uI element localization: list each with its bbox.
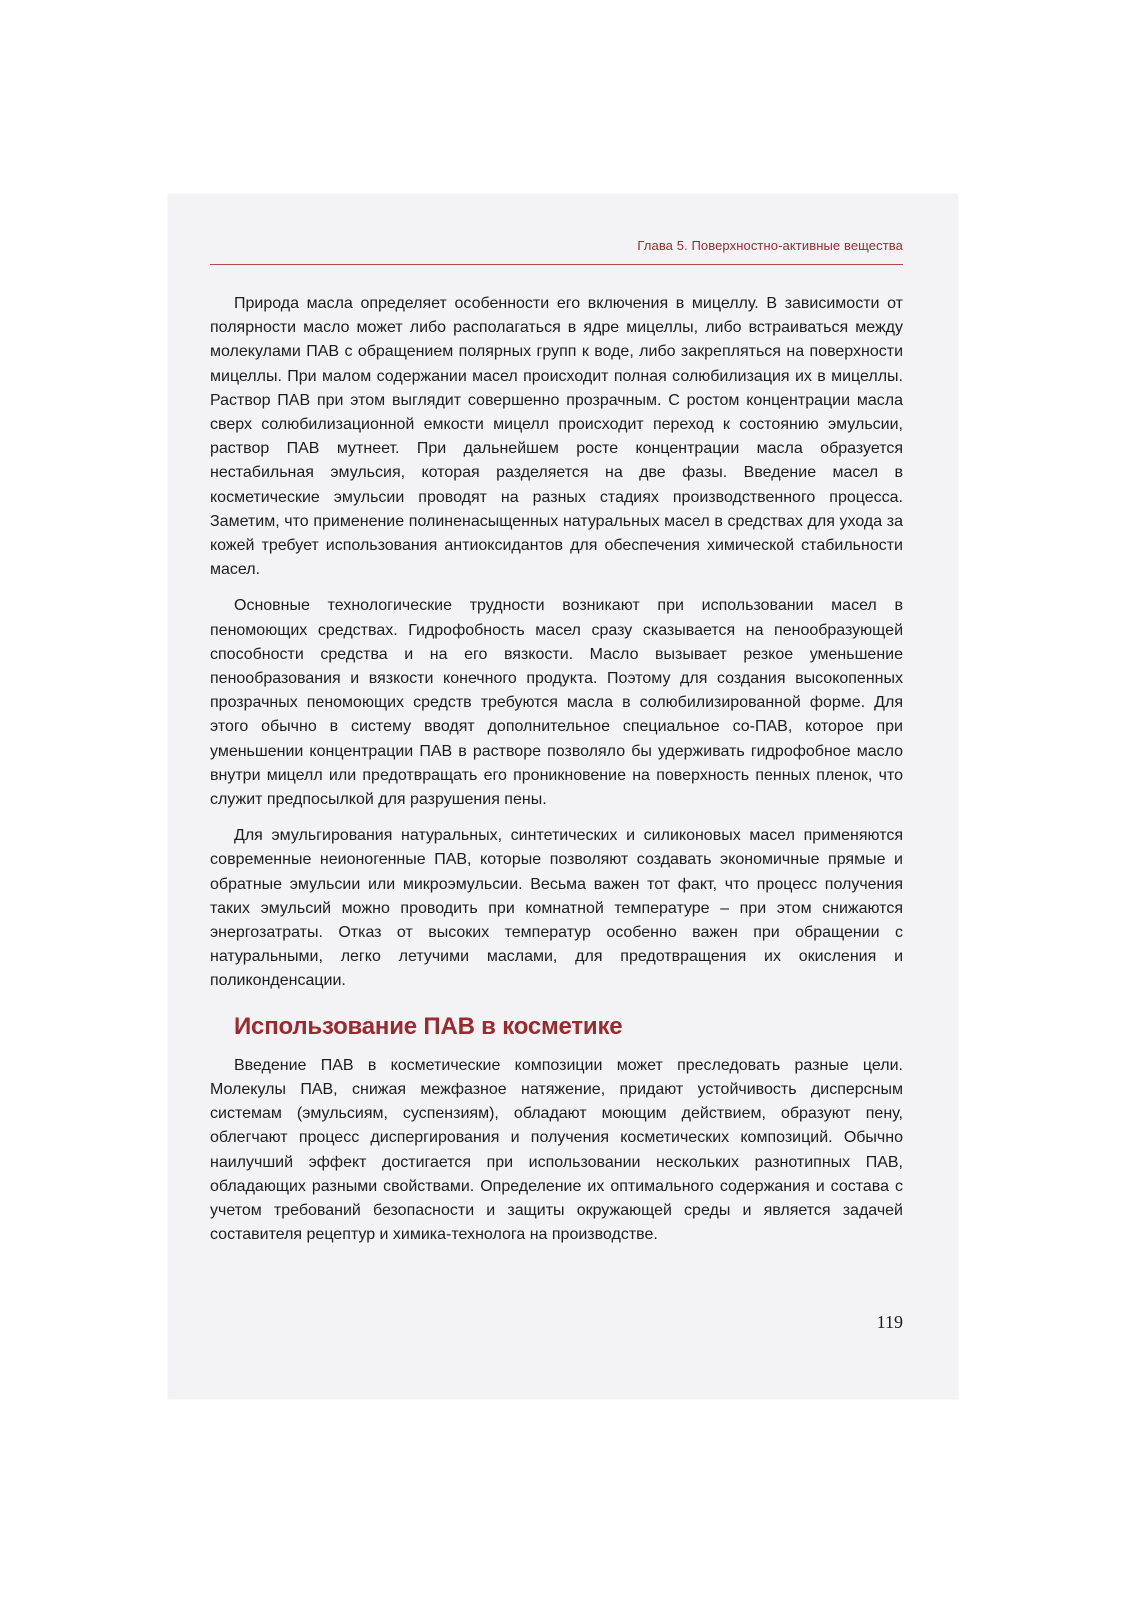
paragraph-foaming-products: Основные технологические трудности возникают при использовании масел в пеномоющих средствах. Гидрофобность масел сразу сказывается на пенообразующей способности средства и на его вязкости. Масло вызывает резкое уменьшение пенообразования и вязкости конечного продукта. Поэтому для создания высокопенных прозрачных пеномоющих средств требуются масла в солюбилизированной форме. Для этого обычно в систему вводят дополнительное специальное со-ПАВ, которое при уменьшении концентрации ПАВ в растворе позволяло бы удерживать гидрофобное масло внутри мицелл или предотвращать его проникновение на поверхность пенных пленок, что служит предпосылкой для разрушения пены. bbox=[210, 597, 903, 809]
book-page bbox=[168, 194, 958, 1399]
paragraph-emulsification: Для эмульгирования натуральных, синтетических и силиконовых масел применяются современные неионогенные ПАВ, которые позволяют создавать экономичные прямые и обратные эмульсии или микроэмульсии. Весьма важен тот факт, что процесс получения таких эмульсий можно проводить при комнатной температуре – при этом снижаются энергозатраты. Отказ от высоких температур особенно важен при обращении с натуральными, легко летучими маслами, для предотвращения их окисления и поликонденсации. bbox=[210, 827, 903, 990]
paragraph-surfactant-use: Введение ПАВ в косметические композиции может преследовать разные цели. Молекулы ПАВ, снижая межфазное натяжение, придают устойчивость дисперсным системам (эмульсиям, суспензиям), обладают моющим действием, образуют пену, облегчают процесс диспергирования и получения косметических композиций. Обычно наилучший эффект достигается при использовании нескольких разнотипных ПАВ, обладающих разными свойствами. Определение их оптимального содержания и состава с учетом требований безопасности и защиты окружающей среды и является задачей составителя рецептур и химика-технолога на производстве. bbox=[210, 1056, 903, 1244]
section-heading: Использование ПАВ в косметике bbox=[234, 1012, 623, 1040]
page-number: 119 bbox=[876, 1312, 903, 1332]
page-body bbox=[210, 292, 903, 1259]
header-rule bbox=[210, 264, 903, 265]
running-header: Глава 5. Поверхностно-активные вещества bbox=[637, 238, 903, 253]
paragraph-oil-solubilization: Природа масла определяет особенности его включения в мицеллу. В зависимости от полярности масло может либо располагаться в ядре мицеллы, либо встраиваться между молекулами ПАВ с обращением полярных групп к воде, либо закрепляться на поверхности мицеллы. При малом содержании масел происходит полная солюбилизация их в мицеллы. Раствор ПАВ при этом выглядит совершенно прозрачным. С ростом концентрации масла сверх солюбилизационной емкости мицелл происходит переход к состоянию эмульсии, раствор ПАВ мутнеет. При дальнейшем росте концентрации масла образуется нестабильная эмульсия, которая разделяется на две фазы. Введение масел в косметические эмульсии проводят на разных стадиях производственного процесса. Заметим, что применение полиненасыщенных натуральных масел в средствах для ухода за кожей требует использования антиоксидантов для обеспечения химической стабильности масел. bbox=[210, 295, 903, 579]
